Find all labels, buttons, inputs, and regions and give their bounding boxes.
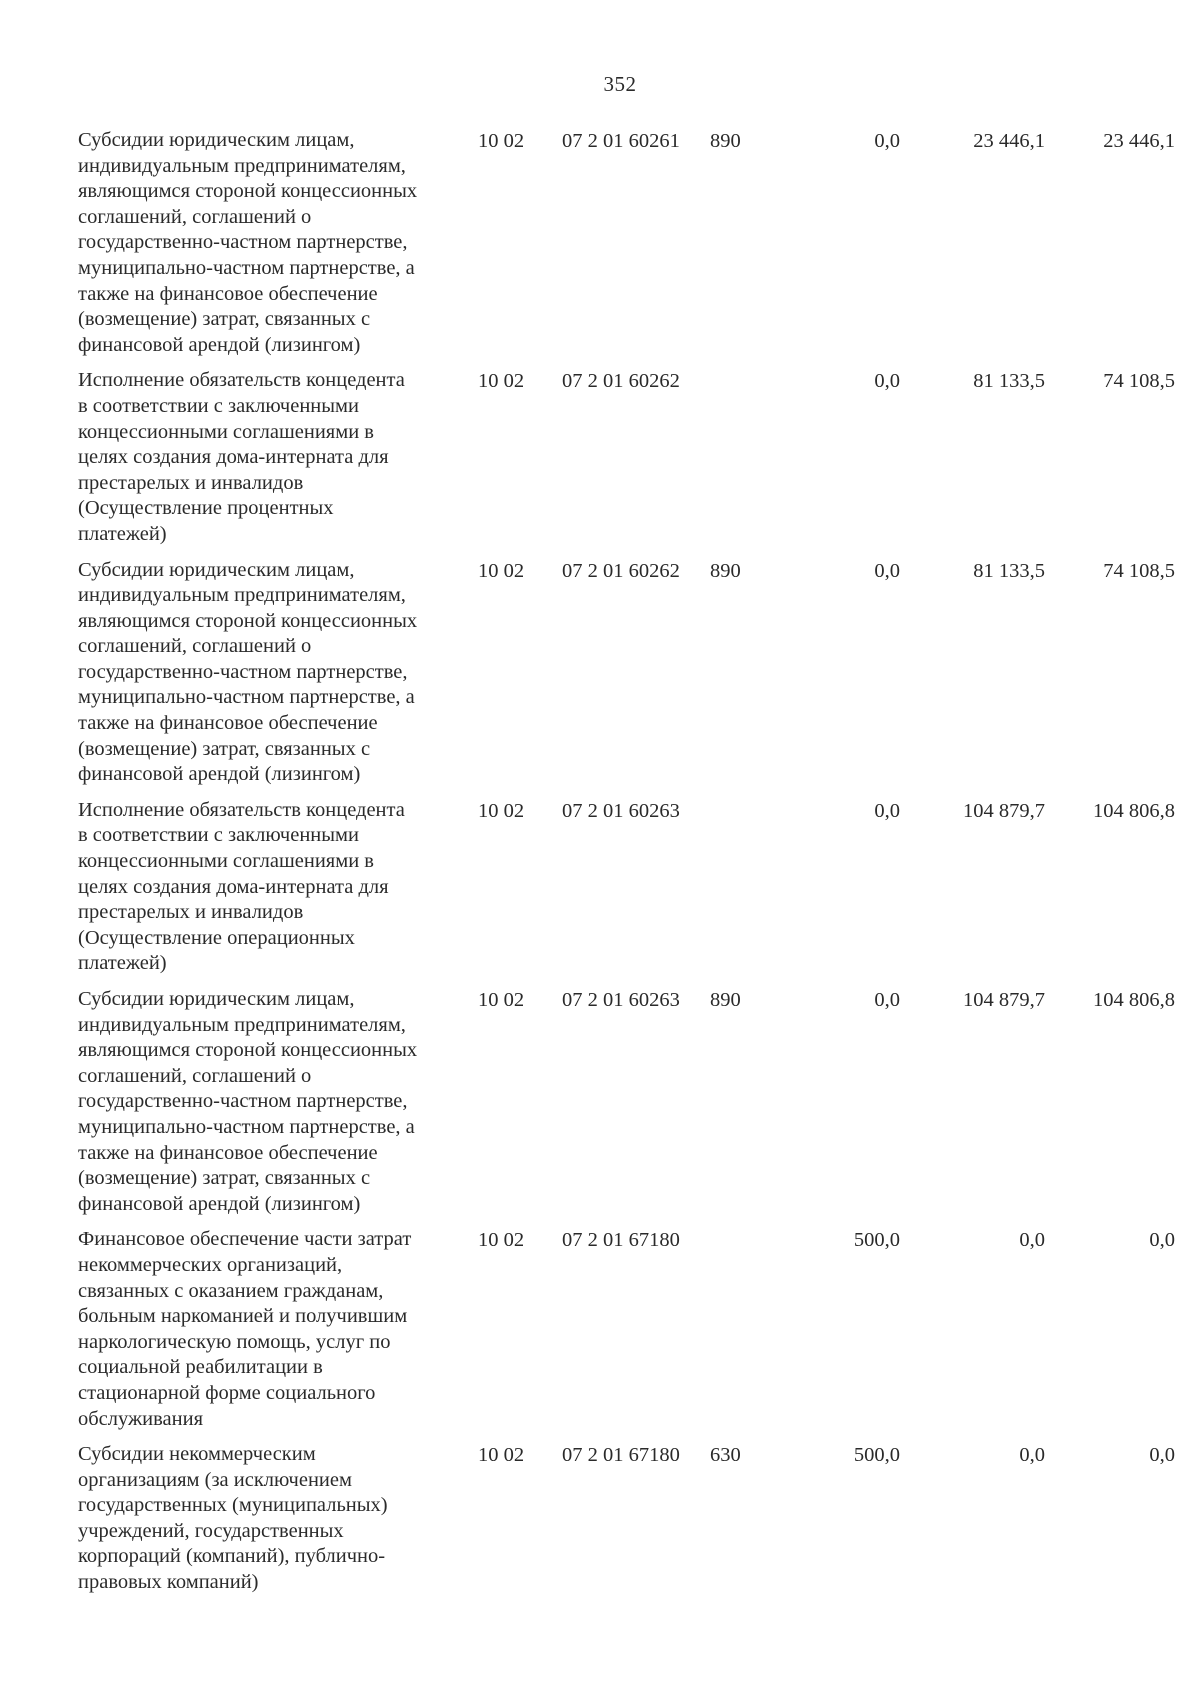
- row-description: Субсидии юридическим лицам, индивидуальным предпринимателям, являющимся стороной концессионных соглашений, соглашений о государственно-частном партнерстве, муниципально-частном партнерстве, а также на финансовое обеспечение (возмещение) затрат, связанных с финансовой арендой (лизингом): [78, 558, 418, 786]
- table-row: [0, 1227, 1200, 1432]
- table-row: [0, 987, 1200, 1217]
- amount-2: 0,0: [1019, 1444, 1045, 1467]
- amount-2: 81 133,5: [973, 559, 1045, 582]
- target-article-code: 07 2 01 60262: [562, 559, 680, 582]
- target-article-code: 07 2 01 60261: [562, 130, 680, 152]
- table-row: [0, 798, 1200, 977]
- table-row: [0, 1442, 1200, 1596]
- expense-type-code: 630: [710, 1444, 741, 1467]
- section-code: 10 02: [478, 989, 525, 1011]
- section-code: 10 02: [478, 799, 525, 822]
- amount-3: 104 806,8: [1093, 989, 1175, 1011]
- target-article-code: 07 2 01 60263: [562, 989, 680, 1011]
- row-description: Субсидии некоммерческим организациям (за исключением государственных (муниципальных) учреждений, государственных корпораций (компаний), публично- правовых компаний): [78, 1443, 388, 1594]
- amount-3: 104 806,8: [1093, 799, 1175, 822]
- row-description: Исполнение обязательств концедента в соответствии с заключенными концессионными соглашениями в целях создания дома-интерната для престарелых и инвалидов (Осуществление процентных платежей): [78, 369, 405, 545]
- amount-1: 500,0: [853, 1229, 900, 1252]
- amount-3: 0,0: [1149, 1229, 1175, 1252]
- amount-1: 0,0: [874, 370, 900, 393]
- target-article-code: 07 2 01 67180: [562, 1229, 680, 1252]
- page-number: 352: [603, 72, 637, 96]
- row-description: Субсидии юридическим лицам, индивидуальным предпринимателям, являющимся стороной концессионных соглашений, соглашений о государственно-частном партнерстве, муниципально-частном партнерстве, а также на финансовое обеспечение (возмещение) затрат, связанных с финансовой арендой (лизингом): [78, 129, 418, 356]
- row-description: Исполнение обязательств концедента в соответствии с заключенными концессионными соглашениями в целях создания дома-интерната для престарелых и инвалидов (Осуществление операционных платежей): [78, 798, 405, 975]
- target-article-code: 07 2 01 60263: [562, 799, 680, 822]
- expense-type-code: 890: [710, 559, 741, 582]
- section-code: 10 02: [478, 1444, 525, 1467]
- section-code: 10 02: [478, 559, 525, 582]
- budget-table: [0, 128, 1200, 1606]
- target-article-code: 07 2 01 60262: [562, 370, 680, 393]
- amount-1: 0,0: [874, 130, 900, 152]
- amount-2: 23 446,1: [973, 130, 1045, 152]
- amount-3: 74 108,5: [1103, 559, 1175, 582]
- expense-type-code: 890: [710, 130, 741, 152]
- expense-type-code: 890: [710, 989, 741, 1011]
- amount-1: 500,0: [853, 1444, 900, 1467]
- amount-3: 23 446,1: [1103, 130, 1175, 152]
- target-article-code: 07 2 01 67180: [562, 1444, 680, 1467]
- amount-1: 0,0: [874, 799, 900, 822]
- amount-2: 0,0: [1019, 1229, 1045, 1252]
- amount-1: 0,0: [874, 559, 900, 582]
- amount-3: 0,0: [1149, 1444, 1175, 1467]
- table-row: [0, 558, 1200, 788]
- amount-2: 81 133,5: [973, 370, 1045, 393]
- amount-1: 0,0: [874, 989, 900, 1011]
- section-code: 10 02: [478, 130, 525, 152]
- table-row: [0, 368, 1200, 547]
- row-description: Субсидии юридическим лицам, индивидуальным предпринимателям, являющимся стороной концессионных соглашений, соглашений о государственно-частном партнерстве, муниципально-частном партнерстве, а также на финансовое обеспечение (возмещение) затрат, связанных с финансовой арендой (лизингом): [78, 988, 418, 1215]
- row-description: Финансовое обеспечение части затрат некоммерческих организаций, связанных с оказанием гражданам, больным наркоманией и получившим наркологическую помощь, услуг по социальной реабилитации в стационарной форме социального обслуживания: [78, 1228, 412, 1430]
- amount-2: 104 879,7: [963, 989, 1045, 1011]
- section-code: 10 02: [478, 1229, 525, 1252]
- amount-3: 74 108,5: [1103, 370, 1175, 393]
- table-row: [0, 128, 1200, 358]
- amount-2: 104 879,7: [963, 799, 1045, 822]
- section-code: 10 02: [478, 370, 525, 393]
